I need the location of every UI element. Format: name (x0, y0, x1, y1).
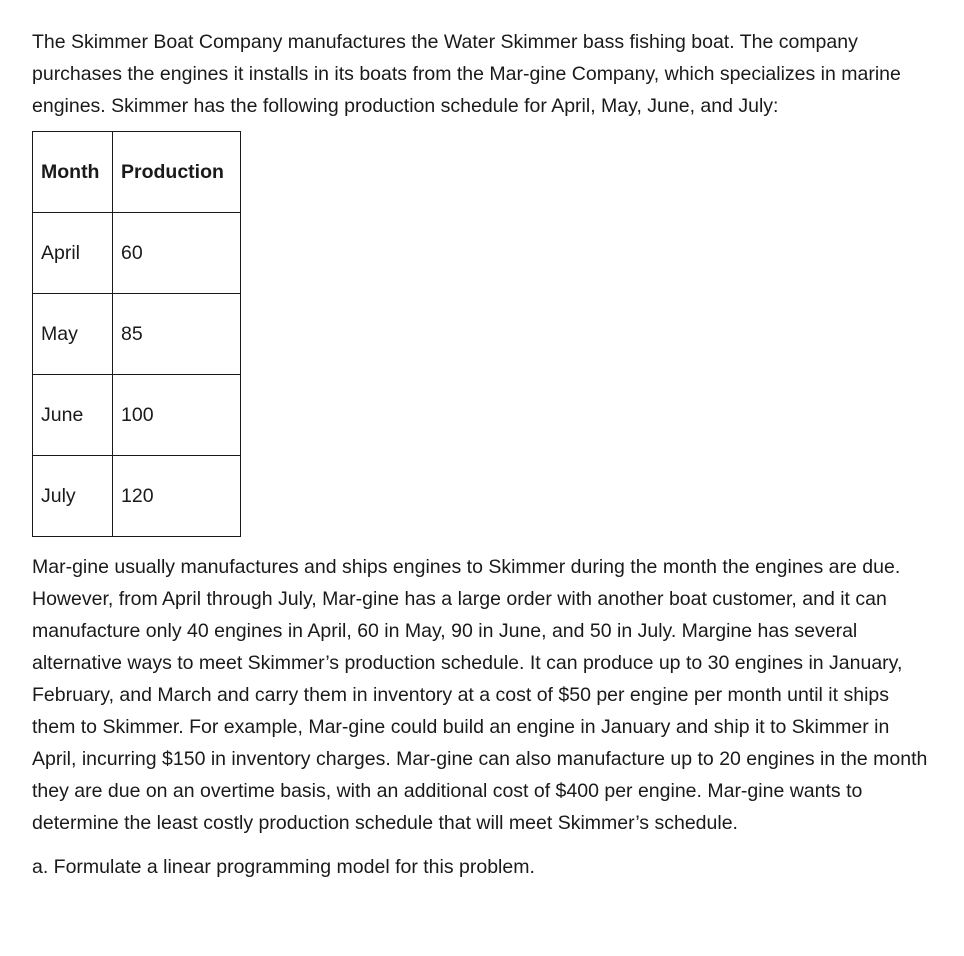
problem-document (32, 26, 932, 883)
cell-production: 120 (113, 456, 241, 537)
cell-production: 100 (113, 375, 241, 456)
intro-paragraph: The Skimmer Boat Company manufactures the Water Skimmer bass fishing boat. The company purchases the engines it installs in its boats from the Mar-gine Company, which specializes in marine engines. Skimmer has the following production schedule for April, May, June, and July: (32, 31, 901, 117)
cell-month: April (33, 213, 113, 294)
cell-month: June (33, 375, 113, 456)
cell-production: 85 (113, 294, 241, 375)
production-schedule-table (32, 131, 241, 537)
table-row (33, 294, 241, 375)
body-paragraph: Mar-gine usually manufactures and ships engines to Skimmer during the month the engines are due. However, from April through July, Mar-gine has a large order with another boat customer, and it can manufacture only 40 engines in April, 60 in May, 90 in June, and 50 in July. Margine has several alternative ways to meet Skimmer’s production schedule. It can produce up to 30 engines in January, February, and March and carry them in inventory at a cost of $50 per engine per month until it ships them to Skimmer. For example, Mar-gine could build an engine in January and ship it to Skimmer in April, incurring $150 in inventory charges. Mar-gine can also manufacture up to 20 engines in the month they are due on an overtime basis, with an additional cost of $400 per engine. Mar-gine wants to determine the least costly production schedule that will meet Skimmer’s schedule. (32, 556, 928, 834)
cell-production: 60 (113, 213, 241, 294)
table-header-row (33, 132, 241, 213)
header-production: Production (113, 132, 241, 213)
table-row (33, 375, 241, 456)
header-month: Month (33, 132, 113, 213)
question-paragraph: a. Formulate a linear programming model for this problem. (32, 856, 535, 878)
cell-month: July (33, 456, 113, 537)
cell-month: May (33, 294, 113, 375)
table-row (33, 213, 241, 294)
table-row (33, 456, 241, 537)
